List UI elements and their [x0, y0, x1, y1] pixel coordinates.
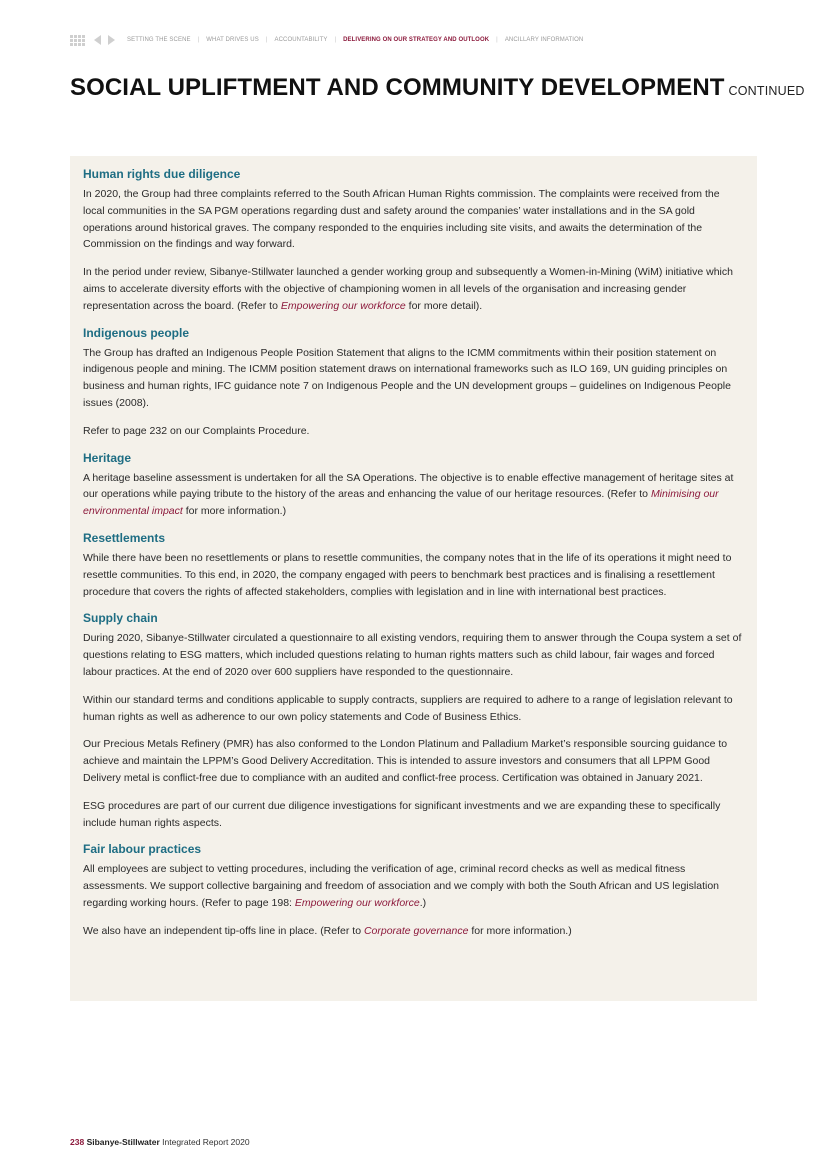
- nav-separator: |: [496, 37, 498, 43]
- paragraph: [83, 923, 743, 940]
- nav-item-what-drives-us[interactable]: WHAT DRIVES US: [206, 37, 259, 43]
- nav-item-setting-the-scene[interactable]: SETTING THE SCENE: [127, 37, 191, 43]
- paragraph-text: for more detail).: [405, 299, 483, 312]
- link-corporate-governance[interactable]: Corporate governance: [363, 924, 469, 937]
- paragraph: [83, 264, 743, 314]
- heading-fair-labour: Fair labour practices: [83, 842, 202, 857]
- link-empowering-workforce[interactable]: Empowering our workforce: [280, 299, 406, 312]
- contents-grid-icon[interactable]: [70, 35, 85, 46]
- heading-heritage: Heritage: [83, 450, 132, 465]
- nav-item-delivering-on-strategy[interactable]: DELIVERING ON OUR STRATEGY AND OUTLOOK: [343, 37, 490, 43]
- paragraph-text: for more information.): [182, 505, 287, 518]
- paragraph-text: We also have an independent tip-offs line in place. (Refer to: [83, 924, 364, 937]
- heading-resettlements: Resettlements: [83, 530, 166, 545]
- paragraph: ESG procedures are part of our current due diligence investigations for significant investments and we are expanding these to specifically include human rights aspects.: [83, 799, 721, 829]
- company-name: Sibanye-Stillwater: [86, 1137, 160, 1147]
- paragraph: [83, 861, 743, 911]
- paragraph-text: All employees are subject to vetting procedures, including the verification of age, criminal record checks as well as medical fitness assessments. We support collective bargaining and freedom of association and we comply with both the South African and US legislation regarding working hours. (Refer to page 198:: [83, 863, 719, 909]
- previous-page-arrow-icon[interactable]: [94, 35, 101, 45]
- paragraph: Within our standard terms and conditions applicable to supply contracts, suppliers are required to adhere to a range of legislation relevant to human rights as well as adherence to our own policy statements and Code of Business Ethics.: [83, 693, 733, 723]
- paragraph-text: In the period under review, Sibanye-Stillwater launched a gender working group and subsequently a Women-in-Mining (WiM) initiative which aims to accelerate diversity efforts with the objective of championing women in all levels of the organisation and increasing gender representation across the board. (Refer to: [83, 266, 733, 312]
- report-name: Integrated Report 2020: [162, 1137, 250, 1147]
- paragraph: In 2020, the Group had three complaints referred to the South African Human Rights commission. The complaints were received from the local communities in the SA PGM operations regarding dust and safety around the companies’ water installations and in the SA gold operations around historical graves. The company responded to the enquiries including site visits, and awaits the determination of the Commission on the findings and way forward.: [83, 188, 720, 251]
- paragraph-text: A heritage baseline assessment is undertaken for all the SA Operations. The objective is to enable effective management of heritage sites at our operations while paying tribute to the history of the areas and enhancing the value of our heritage resources. (Refer to: [83, 471, 734, 501]
- page-title-text: SOCIAL UPLIFTMENT AND COMMUNITY DEVELOPMENT: [70, 74, 725, 101]
- link-empowering-workforce[interactable]: Empowering our workforce: [294, 896, 420, 909]
- paragraph: Our Precious Metals Refinery (PMR) has also conformed to the London Platinum and Palladium Market’s responsible sourcing guidance to achieve and maintain the LPPM’s Good Delivery Accreditation. This is intended to assure investors and consumers that all LPPM Good Delivery metal is conflict-free due to compliance with an audited and conflict-free process. Certification was obtained in January 2021.: [83, 738, 728, 784]
- continued-label: CONTINUED: [728, 84, 805, 98]
- page-title: [70, 74, 805, 102]
- nav-separator: |: [334, 37, 337, 43]
- nav-separator: |: [265, 37, 268, 43]
- nav-separator: |: [197, 37, 200, 43]
- page-number: 238: [70, 1137, 85, 1147]
- paragraph: While there have been no resettlements or plans to resettle communities, the company notes that in the life of its operations it might need to resettle communities. To this end, in 2020, the company engaged with peers to benchmark best practices and is finalising a resettlement procedure that covers the rights of affected stakeholders, complies with legislation and in line with international best practices.: [83, 551, 732, 598]
- content-panel: [70, 156, 757, 1001]
- paragraph: During 2020, Sibanye-Stillwater circulated a questionnaire to all existing vendors, requiring them to answer through the Coupa system a set of questions relating to ESG matters, which included questions relating to human rights matters such as child labour, fair wages and forced labour practices. At the end of 2020 over 600 suppliers have responded to the questionnaire.: [83, 632, 742, 678]
- heading-supply-chain: Supply chain: [83, 611, 158, 626]
- nav-item-ancillary-information[interactable]: ANCILLARY INFORMATION: [504, 37, 584, 43]
- next-page-arrow-icon[interactable]: [108, 35, 115, 45]
- paragraph: Refer to page 232 on our Complaints Procedure.: [83, 424, 310, 437]
- paragraph-text: .): [419, 896, 427, 909]
- top-navigation: [70, 33, 583, 47]
- nav-item-accountability[interactable]: ACCOUNTABILITY: [274, 37, 328, 43]
- paragraph-text: for more information.): [468, 924, 572, 937]
- heading-indigenous-people: Indigenous people: [83, 325, 190, 340]
- paragraph: [83, 470, 743, 520]
- paragraph: The Group has drafted an Indigenous People Position Statement that aligns to the ICMM commitments within their position statement on indigenous people and mining. The ICMM position statement draws on international frameworks such as ILO 169, UN guiding principles on business and human rights, IFC guidance note 7 on Indigenous People and the UN development groups – guidelines on Indigenous People issues (2008).: [83, 346, 731, 409]
- page-footer: [70, 1137, 250, 1147]
- link-environmental-impact[interactable]: Minimising our environmental impact: [83, 488, 719, 518]
- heading-human-rights: Human rights due diligence: [83, 167, 241, 181]
